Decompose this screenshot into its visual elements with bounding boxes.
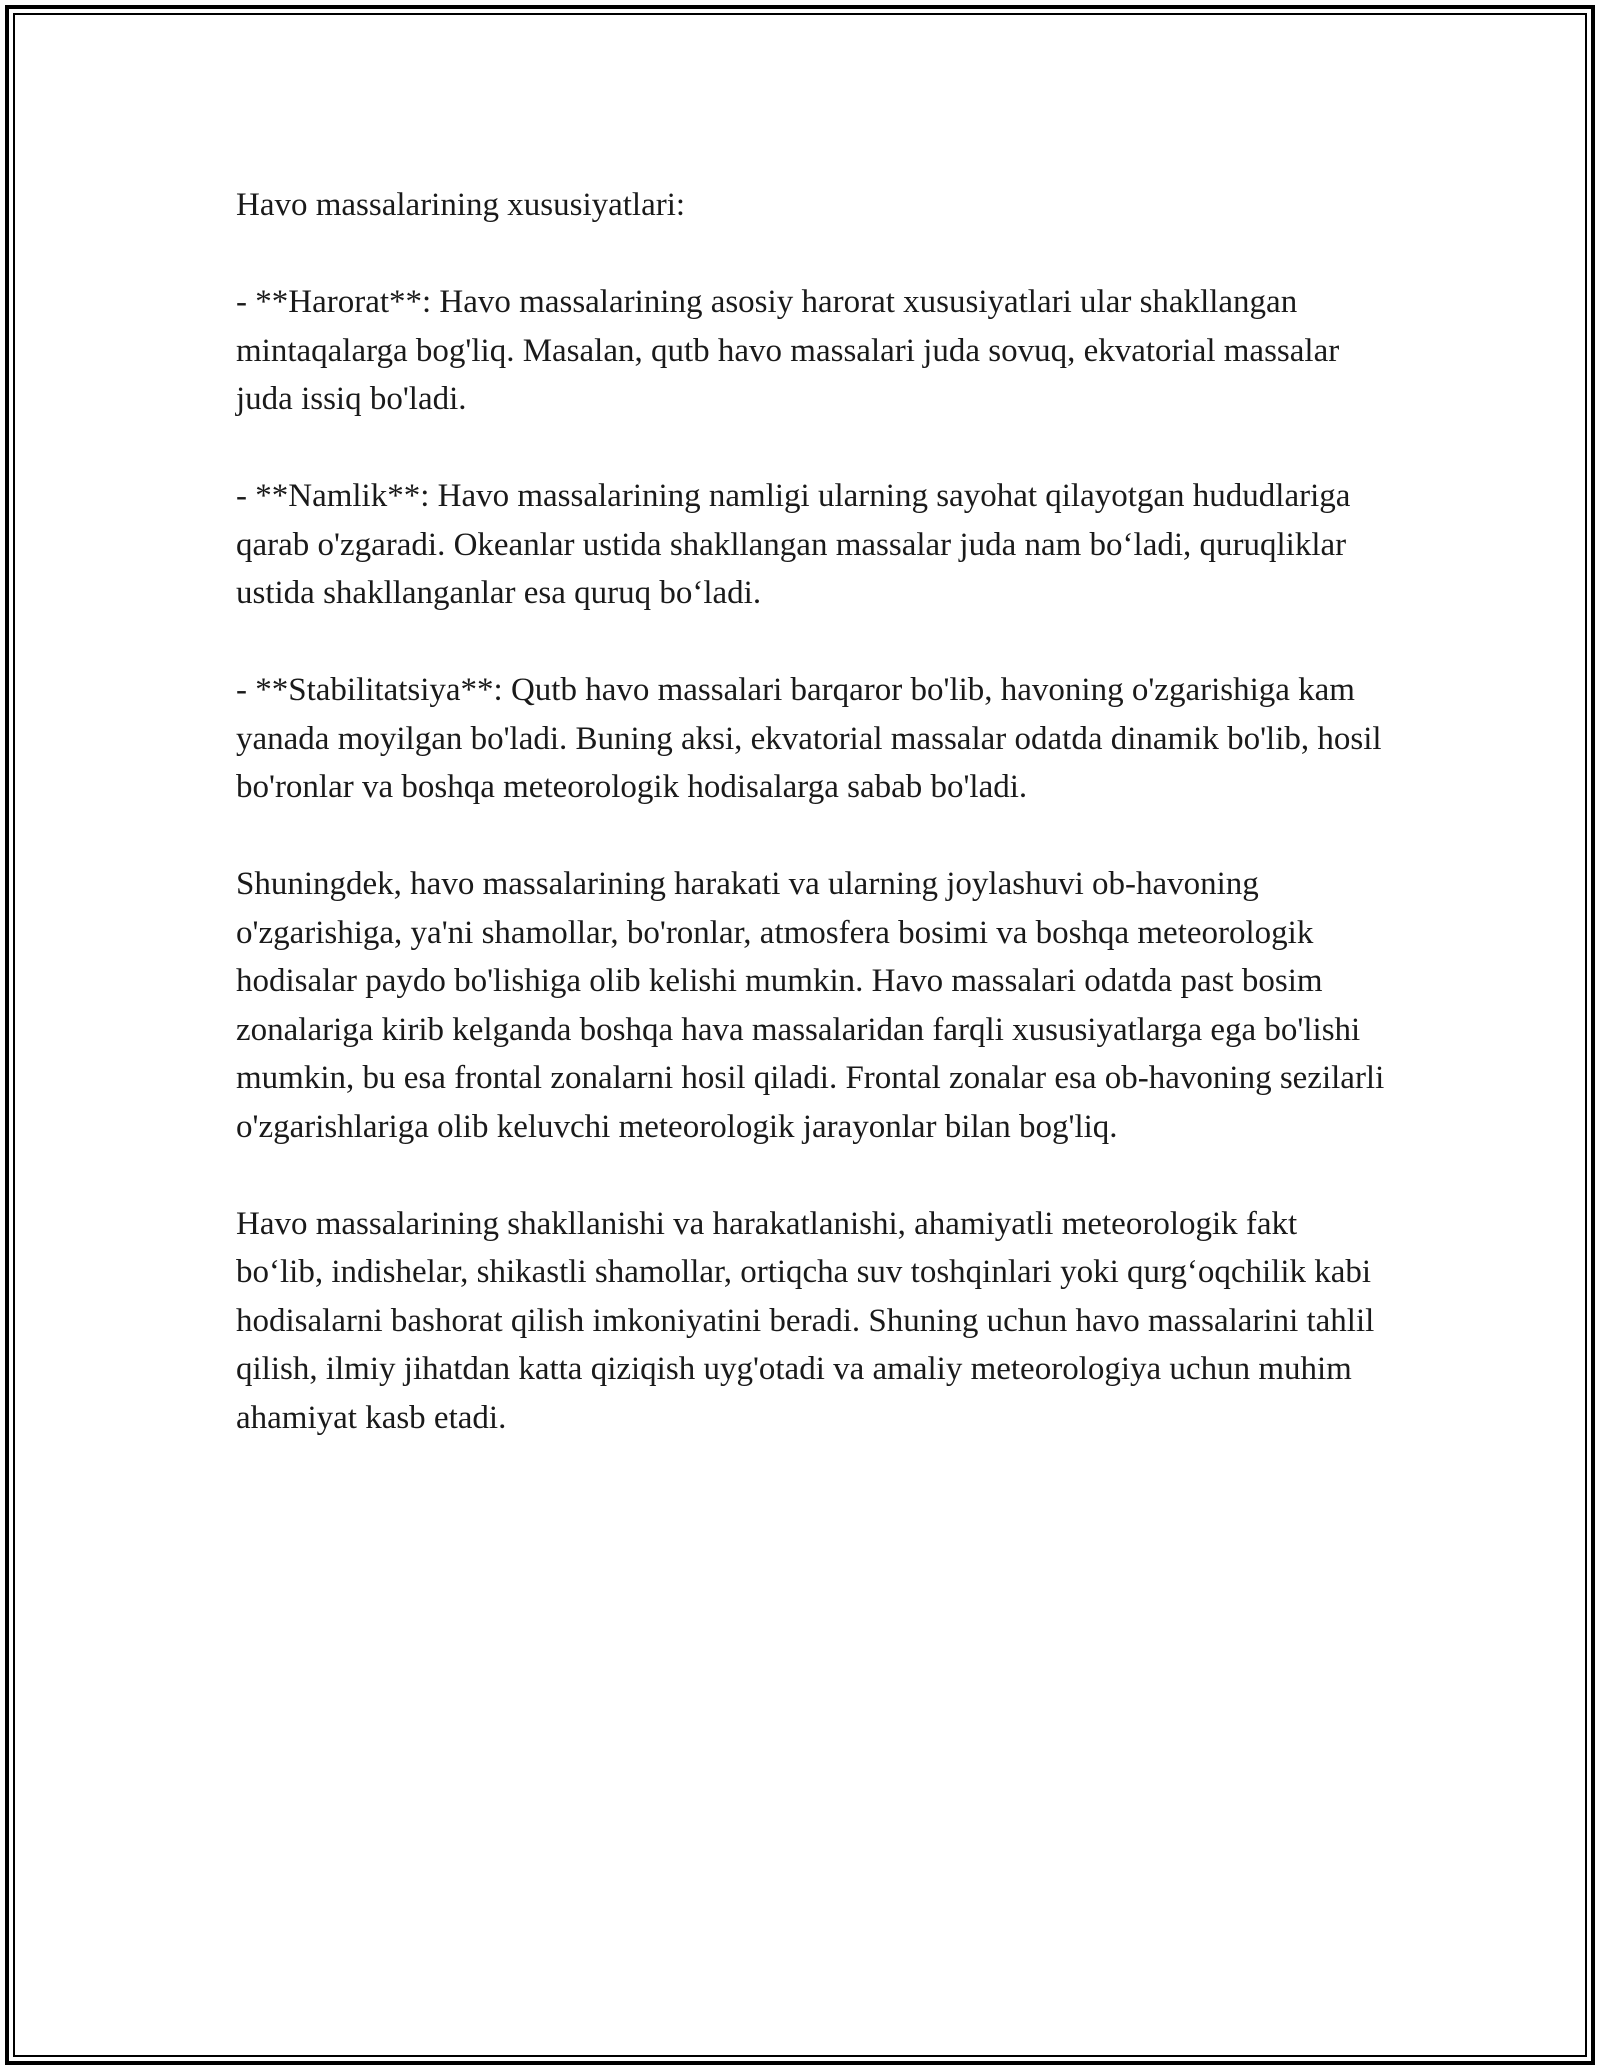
paragraph-shuningdek: Shuningdek, havo massalarining harakati va ularning joylashuvi ob-havoning o'zgarishiga, ya'ni shamollar, bo'ronlar, atmosfera bosimi va boshqa meteorologik hodisalar paydo bo'lishiga olib kelishi mumkin. Havo massalari odatda past bosim zonalariga kirib kelganda boshqa hava massalaridan farqli xususiyatlarga ega bo'lishi mumkin, bu esa frontal zonalarni hosil qiladi. Frontal zonalar esa ob-havoning sezilarli o'zgarishlariga olib keluvchi meteorologik jarayonlar bilan bog'liq. (236, 866, 1385, 1145)
paragraph-namlik: - **Namlik**: Havo massalarining namligi ularning sayohat qilayotgan hududlariga qarab o'zgaradi. Okeanlar ustida shakllangan massalar juda nam bo‘ladi, quruqliklar ustida shakllanganlar esa quruq bo‘ladi. (236, 478, 1351, 611)
paragraph-conclusion: Havo massalarining shakllanishi va harakatlanishi, ahamiyatli meteorologik fakt bo‘lib, indishelar, shikastli shamollar, ortiqcha suv toshqinlari yoki qurg‘oqchilik kabi hodisalarni bashorat qilish imkoniyatini beradi. Shuning uchun havo massalarini tahlil qilish, ilmiy jihatdan katta qiziqish uyg'otadi va amaliy meteorologiya uchun muhim ahamiyat kasb etadi. (236, 1205, 1375, 1436)
document-heading: Havo massalarining xususiyatlari: (236, 187, 686, 223)
paragraph-stabilitatsiya: - **Stabilitatsiya**: Qutb havo massalari barqaror bo'lib, havoning o'zgarishiga kam yanada moyilgan bo'ladi. Buning aksi, ekvatorial massalar odatda dinamik bo'lib, hosil bo'ronlar va boshqa meteorologik hodisalarga sabab bo'ladi. (236, 672, 1382, 805)
paragraph-harorat: - **Harorat**: Havo massalarining asosiy harorat xususiyatlari ular shakllangan mintaqalarga bog'liq. Masalan, qutb havo massalari juda sovuq, ekvatorial massalar juda issiq bo'ladi. (236, 284, 1340, 417)
document-body (236, 181, 1386, 1442)
